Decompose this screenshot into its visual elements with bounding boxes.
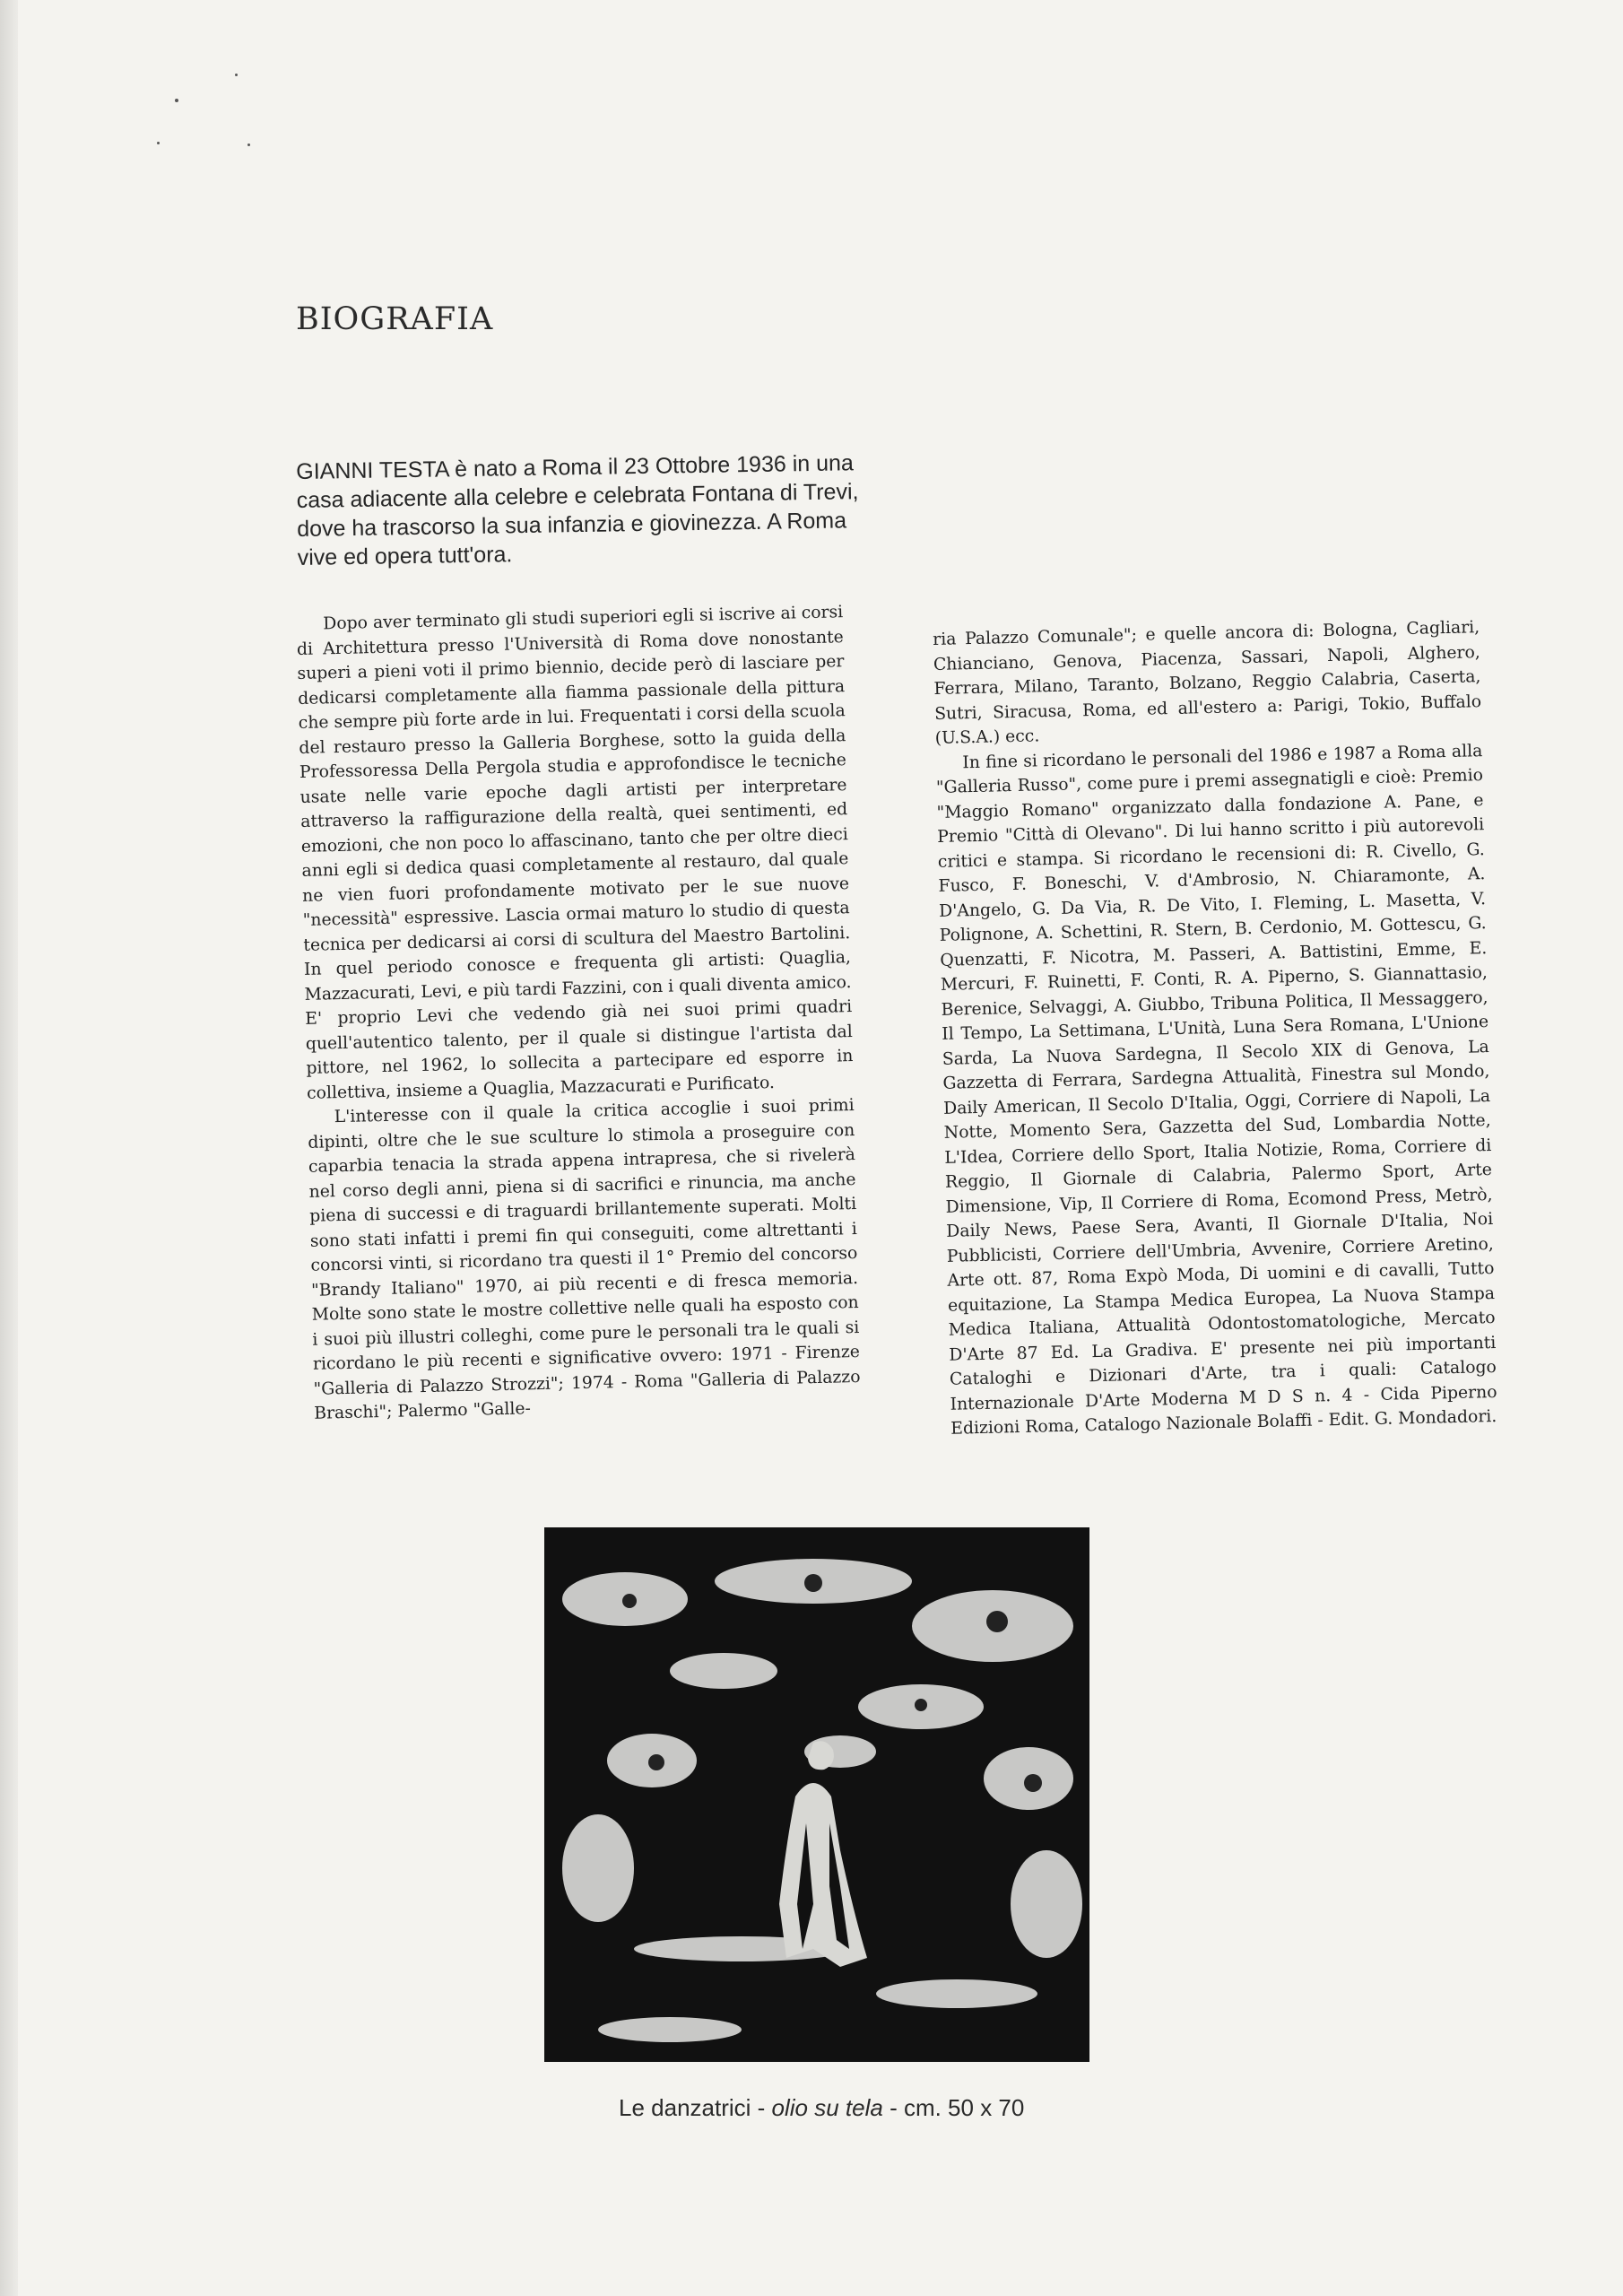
caption-medium: olio su tela bbox=[771, 2094, 883, 2121]
scan-edge bbox=[0, 0, 18, 2296]
scan-speck bbox=[247, 144, 250, 146]
intro-paragraph: GIANNI TESTA è nato a Roma il 23 Ottobre 1936 in una casa adiacente alla celebre e celebrata Fontana di Trevi, dove ha trascorso la sua infanzia e giovinezza. A Roma vive ed opera tutt'ora. bbox=[296, 450, 859, 570]
body-paragraph: ria Palazzo Comunale"; e quelle ancora di: Bologna, Cagliari, Chianciano, Genova, Piacenza, Sassari, Napoli, Alghero, Ferrara, Milano, Taranto, Bolzano, Reggio Calabria, Caserta, Sutri, Siracusa, Roma, ed all'estero a: Parigi, Tokio, Buffalo (U.S.A.) ecc. bbox=[933, 618, 1482, 748]
caption-title: Le danzatrici bbox=[619, 2094, 751, 2121]
body-paragraph: Dopo aver terminato gli studi superiori egli si iscrive ai corsi di Architettura presso l'Università di Roma dove nonostante superi a pieni voti il primo biennio, decide però di lasciare per dedicarsi completamente alla fiamma passionale della pittura che sempre più forte arde in lui. Frequentati i corsi della scuola del restauro presso la Galleria Borghese, sotto la guida della Professoressa Della Pergola studia e approfondisce le tecniche usate nelle varie epoche dagli artisti per interpretare attraverso la raffigurazione della realtà, quei sentimenti, ed emozioni, che non poco lo affascinano, tanto che per oltre dieci anni egli si dedica quasi completamente al restauro, dal quale ne vien fuori profondamente motivato per le sue nuove "necessità" espressive. Lascia ormai maturo lo studio di questa tecnica per dedicarsi ai corsi di scultura del Maestro Bartolini. In quel periodo conosce e frequenta gli artisti: Quaglia, Mazzacurati, Levi, e più tardi Fazzini, con i quali diventa amico. E' proprio Levi che vedendo già nei suoi primi quadri quell'autentico talento, per il quale si distingue l'artista dal pittore, nel 1962, lo sollecita a partecipare ed esporre in collettiva, insieme a Quaglia, Mazzacurati e Purificato. bbox=[296, 603, 854, 1103]
figure-caption bbox=[619, 2094, 1024, 2122]
caption-separator: - bbox=[751, 2094, 772, 2121]
left-column bbox=[296, 600, 861, 1426]
caption-separator: - bbox=[882, 2094, 904, 2121]
body-paragraph: L'interesse con il quale la critica accoglie i suoi primi dipinti, oltre che le sue sculture lo stimola a proseguire con caparbia tenacia la strada appena intrapresa, che si rivelerà nel corso degli anni, piena si di sacrifici e rinuncia, ma anche piena di successi e di traguardi brillantemente superati. Molti sono stati infatti i premi fin qui conseguiti, come altrettanti i concorsi vinti, si ricordano tra questi il 1° Premio del concorso "Brandy Italiano" 1970, ai più recenti e di fresca memoria. Molte sono state le mostre collettive nelle quali ha esposto con i suoi più illustri colleghi, come pure le personali tra le quali si ricordano le più recenti e significative ovvero: 1971 - Firenze "Galleria di Palazzo Strozzi"; 1974 - Roma "Galleria di Palazzo Braschi"; Palermo "Galle- bbox=[308, 1096, 861, 1423]
scan-speck bbox=[157, 142, 160, 144]
caption-size: cm. 50 x 70 bbox=[903, 2094, 1025, 2121]
body-paragraph: In fine si ricordano le personali del 1986 e 1987 a Roma alla "Galleria Russo", come pure i premi assegnatigli e cioè: Premio "Maggio Romano" organizzato dalla fondazione A. Pane, e Premio "Città di Olevano". Di lui hanno scritto i più autorevoli critici e stampa. Si ricordano le recensioni di: R. Civello, G. Fusco, F. Boneschi, V. d'Ambrosio, N. Chiaramonte, A. D'Angelo, G. Da Via, R. De Vito, I. Fleming, L. Masetta, V. Polignone, A. Schettini, R. Stern, B. Cerdonio, M. Gottescu, G. Quenzatti, F. Nicotra, M. Passeri, A. Battistini, Emme, E. Mercuri, F. Ruinetti, F. Conti, R. A. Piperno, S. Giannattasio, Berenice, Selvaggi, A. Giubbo, Tribuna Politica, Il Messaggero, Il Tempo, La Settimana, L'Unità, Luna Sera Romana, L'Unione Sarda, La Nuova Sardegna, Il Secolo XIX di Genova, La Gazzetta di Ferrara, Sardegna Attualità, Finestra sul Mondo, Daily American, Il Secolo D'Italia, Oggi, Corriere di Napoli, La Notte, Momento Sera, Gazzetta del Sud, Lombardia Notte, L'Idea, Corriere dello Sport, Italia Notizie, Roma, Corriere di Reggio, Il Giornale di Calabria, Palermo Sport, Arte Dimensione, Vip, Il Corriere di Roma, Ecomond Press, Metrò, Daily News, Paese Sera, Avanti, Il Giornale D'Italia, Noi Pubblicisti, Corriere dell'Umbria, Avvenire, Corriere Aretino, Arte ott. 87, Roma Expò Moda, Di uomini e di cavalli, Tutto equitazione, La Stampa Medica Europea, La Nuova Stampa Medica Italiana, Attualità Odontostomatologiche, Mercato D'Arte 87 Ed. La Gradiva. E' presente nei più importanti Cataloghi e Dizionari d'Arte, tra i quali: Catalogo Internazionale D'Arte Moderna M D S n. 4 - Cida Piperno Edizioni Roma, Catalogo Nazionale Bolaffi - Edit. G. Mondadori. bbox=[935, 741, 1497, 1439]
painting-image bbox=[544, 1527, 1089, 2062]
scan-speck bbox=[235, 74, 238, 76]
right-column bbox=[933, 615, 1497, 1441]
scan-speck bbox=[175, 99, 178, 102]
page-title: BIOGRAFIA bbox=[296, 301, 494, 337]
